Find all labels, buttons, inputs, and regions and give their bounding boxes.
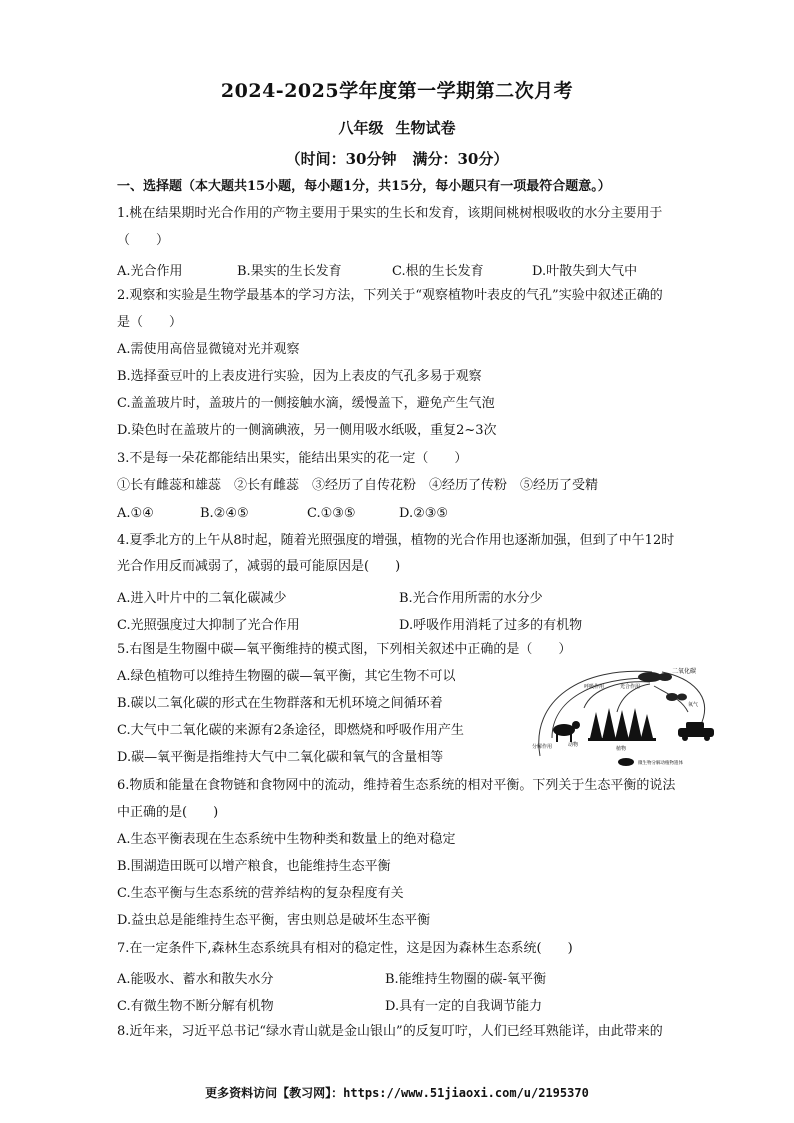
tree-trunks	[588, 738, 656, 741]
option-b: B.碳以二氧化碳的形式在生物群落和无机环境之间循环着	[117, 696, 443, 711]
option-b: B.选择蚕豆叶的上表皮进行实验，因为上表皮的气孔多易于观察	[117, 369, 482, 384]
animal-icon	[553, 721, 580, 742]
footer-link[interactable]: 更多资料访问【教习网】：https://www.51jiaoxi.com/u/2195370	[205, 1086, 589, 1100]
question-6-stem-cont: 中正确的是( )	[117, 805, 219, 820]
subject-label: 生物试卷	[395, 119, 456, 137]
question-3-stem: 3.不是每一朵花都能结出果实，能结出果实的花一定（ ）	[117, 451, 468, 466]
label-plant: 植物	[616, 746, 627, 752]
option-a: A.生态平衡表现在生态系统中生物种类和数量上的绝对稳定	[117, 832, 456, 847]
option-c: C.光照强度过大抑制了光合作用	[117, 618, 300, 633]
car-icon	[678, 722, 714, 741]
question-1-stem: 1.桃在结果期时光合作用的产物主要用于果实的生长和发育，该期间桃树根吸收的水分主要用于	[117, 206, 663, 221]
option-d: D.益虫总是能维持生态平衡，害虫则总是破坏生态平衡	[117, 913, 431, 928]
tree-icon	[615, 710, 629, 740]
exam-subtitle	[0, 117, 794, 138]
question-3-items: ①长有雌蕊和雄蕊 ②长有雌蕊 ③经历了自传花粉 ④经历了传粉 ⑤经历了受精	[117, 478, 599, 493]
option-c: C.生态平衡与生态系统的营养结构的复杂程度有关	[117, 886, 404, 901]
question-2-stem: 2.观察和实验是生物学最基本的学习方法，下列关于“观察植物叶表皮的气孔”实验中叙述正确的	[117, 288, 663, 303]
option-c: C.①③⑤	[307, 506, 356, 521]
label-co2: 二氧化碳	[672, 668, 697, 675]
option-d: D.碳—氧平衡是指维持大气中二氧化碳和氧气的含量相等	[117, 750, 444, 765]
question-6-stem: 6.物质和能量在食物链和食物网中的流动，维持着生态系统的相对平衡。下列关于生态平衡的说法	[117, 778, 676, 793]
question-2-stem-cont: 是（ ）	[117, 315, 183, 330]
option-b: B.围湖造田既可以增产粮食，也能维持生态平衡	[117, 859, 391, 874]
decomposer-icon	[618, 758, 634, 766]
question-1-stem-cont: （ ）	[117, 233, 170, 248]
carbon-oxygen-cycle-figure	[522, 660, 724, 778]
option-c: C.有微生物不断分解有机物	[117, 999, 274, 1014]
grade-label: 八年级	[338, 119, 384, 137]
co2-cloud-icon	[658, 673, 672, 681]
option-c: C.大气中二氧化碳的来源有2条途径，即燃烧和呼吸作用产生	[117, 723, 464, 738]
label-photosynthesis: 光合作用	[620, 684, 641, 690]
option-a: A.绿色植物可以维持生物圈的碳—氧平衡，其它生物不可以	[117, 669, 456, 684]
option-d: D.②③⑤	[399, 506, 449, 521]
label-o2: 氧气	[688, 702, 699, 708]
o2-cloud-icon	[677, 694, 687, 701]
tree-icon	[641, 714, 653, 738]
label-animal: 动物	[568, 742, 579, 748]
option-a: A.进入叶片中的二氧化碳减少	[117, 591, 287, 606]
option-b: B.果实的生长发育	[237, 264, 342, 279]
option-c: C.根的生长发育	[392, 264, 484, 279]
option-d: D.具有一定的自我调节能力	[385, 999, 543, 1014]
question-8-stem: 8.近年来，习近平总书记“绿水青山就是金山银山”的反复叮咛，人们已经耳熟能详，由此带来的	[117, 1024, 663, 1039]
option-a: A.①④	[117, 506, 154, 521]
option-b: B.②④⑤	[200, 506, 249, 521]
option-d: D.呼吸作用消耗了过多的有机物	[399, 618, 583, 633]
option-b: B.能维持生物圈的碳-氧平衡	[385, 972, 547, 987]
o2-cloud-icon	[666, 693, 678, 701]
option-d: D.染色时在盖玻片的一侧滴碘液，另一侧用吸水纸吸，重复2~3次	[117, 423, 497, 438]
score-label: 满分：30分）	[412, 150, 509, 168]
option-d: D.叶散失到大气中	[532, 264, 638, 279]
option-c: C.盖盖玻片时，盖玻片的一侧接触水滴，缓慢盖下，避免产生气泡	[117, 396, 495, 411]
label-respiration: 呼吸作用	[584, 684, 605, 690]
section-heading: 一、选择题（本大题共15小题，每小题1分，共15分，每小题只有一项最符合题意。）	[117, 179, 611, 194]
exam-time-score	[0, 148, 794, 169]
question-5-stem: 5.右图是生物圈中碳—氧平衡维持的模式图，下列相关叙述中正确的是（ ）	[117, 642, 572, 657]
exam-title: 2024-2025学年度第一学期第二次月考	[220, 80, 574, 102]
option-a: A.需使用高倍显微镜对光并观察	[117, 342, 300, 357]
label-decomposition: 分解作用	[532, 744, 553, 750]
question-4-stem-cont: 光合作用反而减弱了，减弱的最可能原因是( )	[117, 559, 401, 574]
tree-icon	[628, 708, 642, 740]
option-a: A.光合作用	[117, 264, 183, 279]
label-microbe: 微生物分解动植物遗体	[638, 761, 683, 766]
question-7-stem: 7.在一定条件下,森林生态系统具有相对的稳定性，这是因为森林生态系统( )	[117, 941, 573, 956]
option-a: A.能吸水、蓄水和散失水分	[117, 972, 274, 987]
tree-icon	[590, 712, 602, 738]
time-label: （时间：30分钟	[285, 150, 397, 168]
tree-icon	[602, 708, 616, 740]
option-b: B.光合作用所需的水分少	[399, 591, 543, 606]
question-4-stem: 4.夏季北方的上午从8时起，随着光照强度的增强，植物的光合作用也逐渐加强，但到了中午12时	[117, 533, 675, 548]
tree-group-icon	[588, 708, 656, 741]
